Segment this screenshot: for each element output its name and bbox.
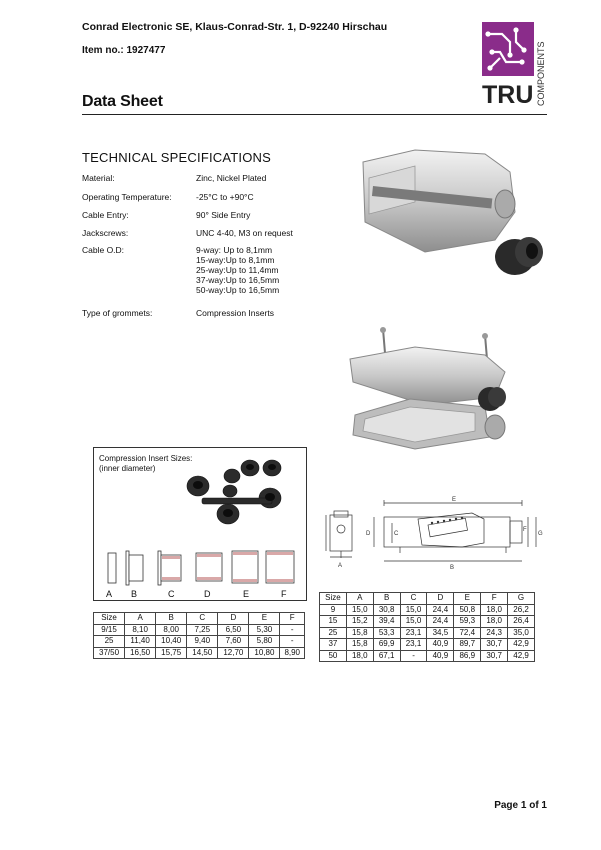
logo-brand-text: TRU <box>482 81 534 106</box>
page-title: Data Sheet <box>82 93 163 110</box>
table-header-cell: F <box>280 613 305 625</box>
insert-letter: E <box>243 589 250 599</box>
dim-label-b: B <box>450 565 455 571</box>
table-header-cell: Size <box>320 593 347 605</box>
table-cell: 25 <box>320 627 347 639</box>
table-row <box>320 639 535 651</box>
page-number: Page 1 of 1 <box>494 800 547 811</box>
specs-heading: TECHNICAL SPECIFICATIONS <box>82 150 271 165</box>
grommet-photo-small <box>478 387 506 411</box>
table-cell: - <box>280 636 305 648</box>
table-row <box>94 624 305 636</box>
table-cell: 26,4 <box>508 616 535 628</box>
table-cell: 18,0 <box>481 616 508 628</box>
table-cell: 7,60 <box>218 636 249 648</box>
table-row <box>320 627 535 639</box>
table-cell: 25 <box>94 636 125 648</box>
table-row <box>94 636 305 648</box>
spec-label: Type of grommets: <box>82 308 153 318</box>
table-cell: 89,7 <box>454 639 481 651</box>
cable-od-line: 25-way:Up to 11,4mm <box>196 265 279 275</box>
title-rule <box>82 114 547 115</box>
table-cell: 37/50 <box>94 647 125 659</box>
insert-letter: F <box>281 589 287 599</box>
spec-value: -25°C to +90°C <box>196 192 254 202</box>
insert-letter: D <box>204 589 211 599</box>
table-cell: 42,9 <box>508 650 535 662</box>
insert-set-photo <box>180 458 295 530</box>
insert-caption-line: (inner diameter) <box>99 463 156 473</box>
table-cell: 15,75 <box>156 647 187 659</box>
table-cell: 9 <box>320 604 347 616</box>
table-header-cell: D <box>427 593 454 605</box>
table-header-cell: E <box>454 593 481 605</box>
table-cell: 30,8 <box>373 604 400 616</box>
spec-label: Material: <box>82 173 115 183</box>
table-cell: 40,9 <box>427 639 454 651</box>
dim-label-g: G <box>538 531 543 537</box>
table-header-cell: A <box>346 593 373 605</box>
insert-caption <box>99 454 192 473</box>
insert-letter: A <box>106 589 113 599</box>
dim-label-a: A <box>338 563 343 569</box>
table-cell: 9,40 <box>187 636 218 648</box>
table-cell: 8,90 <box>280 647 305 659</box>
table-header-cell: E <box>249 613 280 625</box>
table-cell: 15,2 <box>346 616 373 628</box>
table-header-cell: C <box>400 593 427 605</box>
company-address: Conrad Electronic SE, Klaus-Conrad-Str. 1, D-92240 Hirschau <box>82 21 388 33</box>
table-cell: 8,10 <box>125 624 156 636</box>
cable-od-line: 50-way:Up to 16,5mm <box>196 285 280 295</box>
cable-od-line: 9-way: Up to 8,1mm <box>196 245 273 255</box>
table-cell: 15,0 <box>346 604 373 616</box>
hood-photo-exploded <box>345 327 545 452</box>
table-header-cell: C <box>187 613 218 625</box>
dim-label-f: F <box>523 527 527 533</box>
table-cell: - <box>280 624 305 636</box>
logo-sub-text: COMPONENTS <box>536 41 546 106</box>
table-cell: 86,9 <box>454 650 481 662</box>
table-cell: 12,70 <box>218 647 249 659</box>
table-header-cell: G <box>508 593 535 605</box>
table-row <box>320 616 535 628</box>
table-cell: 59,3 <box>454 616 481 628</box>
table-cell: 39,4 <box>373 616 400 628</box>
grommet-photo <box>495 237 543 275</box>
table-cell: 7,25 <box>187 624 218 636</box>
item-number: Item no.: 1927477 <box>82 45 166 56</box>
table-cell: 42,9 <box>508 639 535 651</box>
table-cell: 23,1 <box>400 627 427 639</box>
table-cell: 15,0 <box>400 616 427 628</box>
table-cell: 34,5 <box>427 627 454 639</box>
table-cell: 18,0 <box>481 604 508 616</box>
table-header-cell: B <box>156 613 187 625</box>
hood-dimension-table <box>319 592 535 662</box>
table-header-cell: B <box>373 593 400 605</box>
table-cell: 23,1 <box>400 639 427 651</box>
spec-value: 90° Side Entry <box>196 210 251 220</box>
table-cell: 24,4 <box>427 616 454 628</box>
table-cell: 14,50 <box>187 647 218 659</box>
table-header-row <box>320 593 535 605</box>
insert-letter: C <box>168 589 175 599</box>
table-cell: 18,0 <box>346 650 373 662</box>
table-row <box>320 650 535 662</box>
table-cell: 5,80 <box>249 636 280 648</box>
spec-value: UNC 4-40, M3 on request <box>196 228 293 238</box>
spec-value: Compression Inserts <box>196 308 274 318</box>
table-header-cell: A <box>125 613 156 625</box>
table-header-cell: F <box>481 593 508 605</box>
dim-label-c: C <box>394 531 399 537</box>
table-cell: 15,0 <box>400 604 427 616</box>
table-cell: 10,80 <box>249 647 280 659</box>
hood-photo-assembled <box>355 142 545 292</box>
table-row <box>94 647 305 659</box>
insert-size-table <box>93 612 305 659</box>
table-cell: 30,7 <box>481 639 508 651</box>
dimension-drawing <box>322 495 547 575</box>
table-cell: 72,4 <box>454 627 481 639</box>
table-cell: 40,9 <box>427 650 454 662</box>
table-header-cell: D <box>218 613 249 625</box>
table-cell: 69,9 <box>373 639 400 651</box>
table-cell: 10,40 <box>156 636 187 648</box>
table-cell: 15,8 <box>346 639 373 651</box>
spec-label: Cable Entry: <box>82 210 129 220</box>
insert-caption-line: Compression Insert Sizes: <box>99 454 193 463</box>
cable-od-line: 37-way:Up to 16,5mm <box>196 275 280 285</box>
table-header-cell: Size <box>94 613 125 625</box>
table-cell: 9/15 <box>94 624 125 636</box>
table-cell: 35,0 <box>508 627 535 639</box>
table-cell: 5,30 <box>249 624 280 636</box>
spec-value: Zinc, Nickel Plated <box>196 173 267 183</box>
dim-label-d: D <box>366 531 371 537</box>
table-cell: 26,2 <box>508 604 535 616</box>
insert-profiles-drawing <box>100 547 300 589</box>
table-cell: 15 <box>320 616 347 628</box>
table-cell: 37 <box>320 639 347 651</box>
spec-label: Operating Temperature: <box>82 192 172 202</box>
table-cell: 11,40 <box>125 636 156 648</box>
table-cell: 30,7 <box>481 650 508 662</box>
table-cell: 16,50 <box>125 647 156 659</box>
table-cell: 24,3 <box>481 627 508 639</box>
tru-components-logo <box>482 22 552 106</box>
table-row <box>320 604 535 616</box>
table-cell: 67,1 <box>373 650 400 662</box>
table-cell: 24,4 <box>427 604 454 616</box>
table-cell: 50,8 <box>454 604 481 616</box>
spec-label: Jackscrews: <box>82 228 129 238</box>
table-cell: 50 <box>320 650 347 662</box>
table-cell: - <box>400 650 427 662</box>
insert-letter: B <box>131 589 138 599</box>
cable-od-line: 15-way:Up to 8,1mm <box>196 255 275 265</box>
table-cell: 15,8 <box>346 627 373 639</box>
cable-od-values <box>196 245 356 295</box>
table-header-row <box>94 613 305 625</box>
table-cell: 8,00 <box>156 624 187 636</box>
table-cell: 53,3 <box>373 627 400 639</box>
table-cell: 6,50 <box>218 624 249 636</box>
spec-label: Cable O.D: <box>82 245 125 255</box>
dim-label-e: E <box>452 497 457 503</box>
